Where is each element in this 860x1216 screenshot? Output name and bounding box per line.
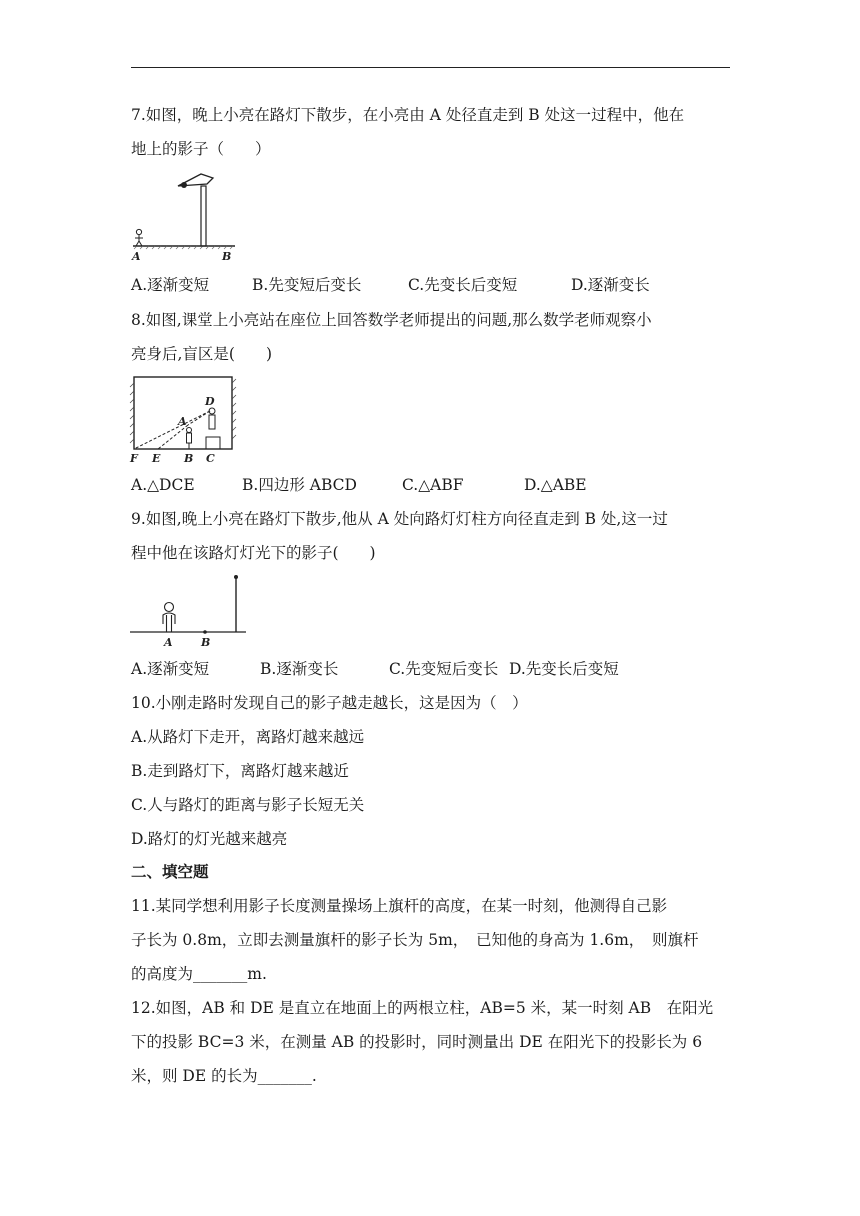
q8-label-b: B: [184, 452, 194, 465]
q8-label-c: C: [206, 452, 215, 465]
q12-line-2: 下的投影 BC=3 米，在测量 AB 的投影时，同时测量出 DE 在阳光下的投影长为 6: [131, 1033, 703, 1051]
q9-line-1: 9.如图,晚上小亮在路灯下散步,他从 A 处向路灯灯柱方向径直走到 B 处,这一过: [131, 510, 668, 528]
q11-line-2: 子长为 0.8m，立即去测量旗杆的影子长为 5m， 已知他的身高为 1.6m， 则旗杆: [131, 931, 699, 949]
q7-line-1: 7.如图，晚上小亮在路灯下散步，在小亮由 A 处径直走到 B 处这一过程中，他在: [131, 106, 685, 124]
q8-label-f: F: [130, 452, 138, 465]
q8-label-e: E: [152, 452, 161, 465]
q8-option-c: C.△ABF: [402, 476, 464, 494]
q9-option-b: B.逐渐变长: [260, 660, 339, 678]
q7-line-2: 地上的影子（ ）: [131, 140, 271, 158]
q8-classroom-figure: [128, 373, 240, 465]
q7-option-b: B.先变短后变长: [252, 276, 362, 294]
q7-label-a: A: [132, 250, 141, 263]
q9-streetlight-figure: [128, 572, 248, 650]
q10-line-1: 10.小刚走路时发现自己的影子越走越长，这是因为（ ）: [131, 694, 528, 712]
header-rule: [131, 67, 730, 68]
q7-option-c: C.先变长后变短: [408, 276, 518, 294]
q7-label-b: B: [222, 250, 232, 263]
q11-line-3: 的高度为_______m.: [131, 965, 267, 983]
q7-streetlight-figure: [131, 168, 241, 264]
q9-label-b: B: [201, 636, 211, 649]
q10-option-d: D.路灯的灯光越来越亮: [131, 830, 288, 848]
section-title-fill-in: 二、填空题: [131, 862, 209, 881]
q8-option-b: B.四边形 ABCD: [242, 476, 357, 494]
q10-option-c: C.人与路灯的距离与影子长短无关: [131, 796, 365, 814]
q8-line-1: 8.如图,课堂上小亮站在座位上回答数学老师提出的问题,那么数学老师观察小: [131, 311, 652, 329]
q9-option-c: C.先变短后变长: [389, 660, 499, 678]
q11-line-1: 11.某同学想利用影子长度测量操场上旗杆的高度，在某一时刻，他测得自己影: [131, 897, 668, 915]
q9-label-a: A: [164, 636, 173, 649]
q7-option-a: A.逐渐变短: [131, 276, 210, 294]
q7-option-d: D.逐渐变长: [571, 276, 650, 294]
q8-label-a: A: [178, 415, 187, 428]
q8-line-2: 亮身后,盲区是( ): [131, 345, 273, 363]
q9-line-2: 程中他在该路灯灯光下的影子( ): [131, 544, 376, 562]
q10-option-a: A.从路灯下走开，离路灯越来越远: [131, 728, 365, 746]
q12-line-1: 12.如图，AB 和 DE 是直立在地面上的两根立柱，AB=5 米，某一时刻 AB 在阳光: [131, 999, 714, 1017]
q12-line-3: 米，则 DE 的长为_______.: [131, 1067, 317, 1085]
q9-option-a: A.逐渐变短: [131, 660, 210, 678]
q8-option-a: A.△DCE: [131, 476, 195, 494]
q10-option-b: B.走到路灯下，离路灯越来越近: [131, 762, 349, 780]
q9-option-d: D.先变长后变短: [509, 660, 619, 678]
q8-option-d: D.△ABE: [524, 476, 587, 494]
q8-label-d: D: [205, 395, 215, 408]
